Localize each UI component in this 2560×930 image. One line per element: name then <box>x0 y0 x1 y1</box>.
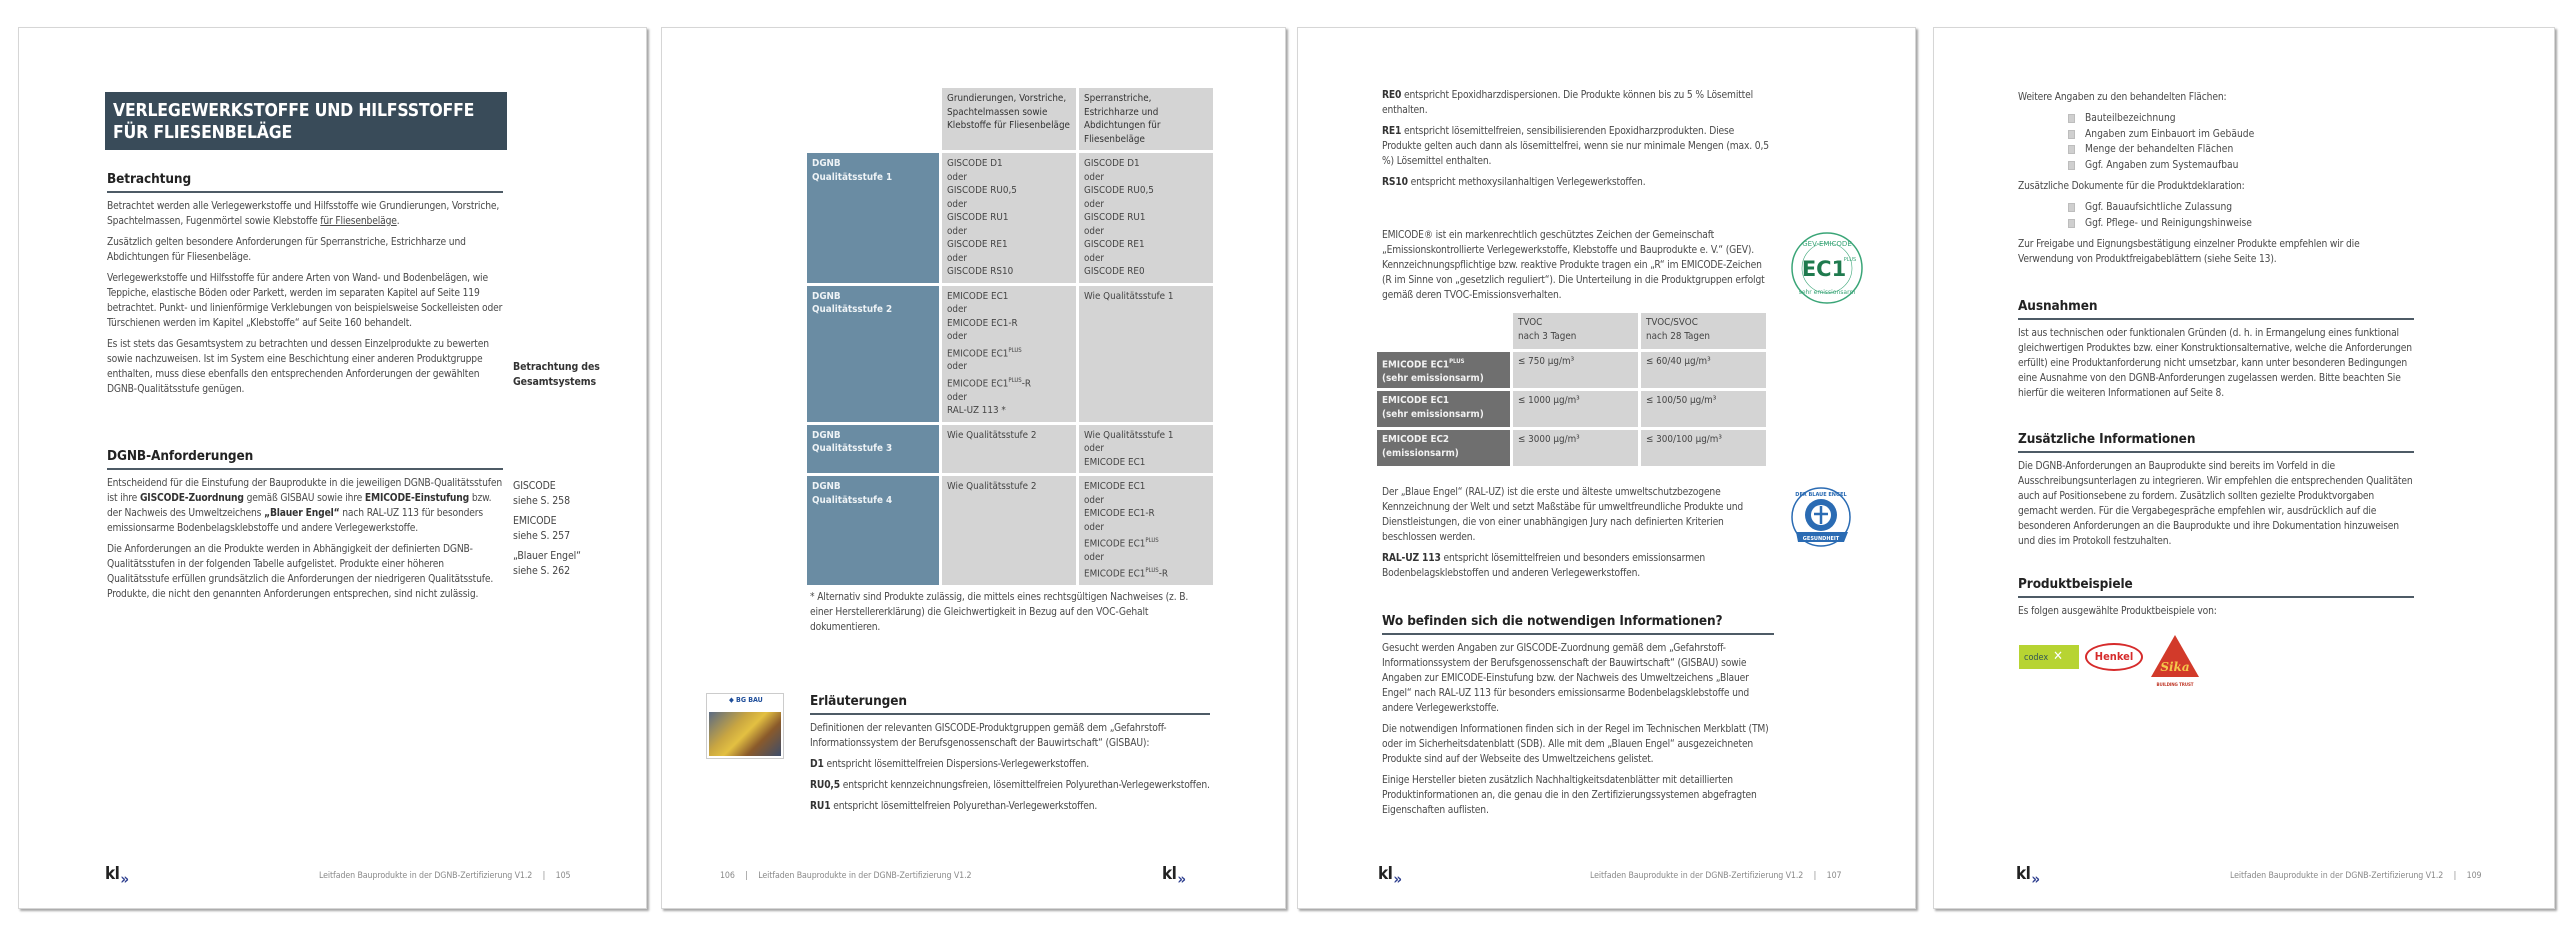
paragraph: Verlegewerkstoffe und Hilfsstoffe für andere Arten von Wand- und Bodenbelägen, wie Teppiche, elastische Böden oder Parkett, werden im separaten Kapitel auf Seite 119 betrachtet. Punkt- und linienförmige Verklebungen von beispielsweise Sockelleisten oder Türschienen werden im Kapitel „Klebstoffe“ auf Seite 160 behandelt. <box>107 273 503 329</box>
column-header <box>1513 313 1638 349</box>
cell-line <box>947 374 1071 391</box>
chapter-title-line-1: VERLEGEWERKSTOFFE UND HILFSSTOFFE <box>113 101 475 121</box>
header-line: TVOC/SVOC <box>1646 317 1698 328</box>
table-row <box>1377 391 1766 427</box>
henkel-logo[interactable] <box>2085 643 2143 671</box>
definition <box>810 757 1210 772</box>
document-page-106 <box>661 27 1286 909</box>
text: bzw. der Nachweis des Umweltzeichens <box>107 493 492 519</box>
emicode-seal-graphic <box>1790 231 1864 305</box>
table-cell: ≤ 750 µg/m³ <box>1513 352 1638 388</box>
codex-logo[interactable] <box>2019 645 2079 669</box>
x-mark-icon: ✕ <box>2053 649 2063 664</box>
section-betrachtung <box>107 171 503 403</box>
section-heading: DGNB-Anforderungen <box>107 448 503 470</box>
paragraph: Die DGNB-Anforderungen an Bauprodukte sind bereits im Vorfeld in die Ausschreibungsunterlagen zu integrieren. Wir empfehlen die entsprechenden Qualitäten auch auf Positionsebene zu fordern. Zusätzlich sollten gezielte Produktvorgaben gemacht werden. Für die Vergabegespräche empfehlen wir, ausdrücklich auf die besonderen Anforderungen an die Bauprodukte und ihre Dokumentation hinzuweisen und dies im Protokoll festzuhalten. <box>2018 461 2413 547</box>
superscript: PLUS <box>1008 346 1022 354</box>
section-heading: Zusätzliche Informationen <box>2018 431 2414 453</box>
table-cell: ≤ 3000 µg/m³ <box>1513 430 1638 466</box>
cell-line <box>1084 534 1208 551</box>
blauer-engel-seal-graphic <box>1790 486 1852 548</box>
superscript: PLUS <box>1008 376 1022 384</box>
cell-line: GISCODE RS10 <box>947 266 1014 277</box>
text: . <box>396 216 400 227</box>
footer-separator: | <box>2453 871 2457 881</box>
list-item-text: Ggf. Bauaufsichtliche Zulassung <box>2085 202 2233 213</box>
henkel-logo-text: Henkel <box>2094 650 2134 663</box>
cell-line: GISCODE RU1 <box>1084 212 1146 223</box>
document-page-109 <box>1933 27 2555 909</box>
reference-blauer-engel[interactable] <box>513 549 581 579</box>
row-header-line: Qualitätsstufe 3 <box>812 443 893 455</box>
text: entspricht lösemittelfreien Polyurethan-Verlegewerkstoffen. <box>830 801 1098 812</box>
row-header <box>807 476 939 585</box>
reference-title: GISCODE <box>513 480 556 492</box>
footer-separator: | <box>542 871 546 881</box>
table-cell: ≤ 1000 µg/m³ <box>1513 391 1638 427</box>
reference-page: siehe S. 262 <box>513 565 570 577</box>
cell-line: GISCODE RE0 <box>1084 266 1145 277</box>
cell-line: GISCODE RU0,5 <box>1084 185 1154 196</box>
list-item-text: Bauteilbezeichnung <box>2085 113 2176 124</box>
page-footer <box>2230 871 2481 881</box>
row-header <box>1377 352 1510 388</box>
chapter-title-line-2: FÜR FLIESENBELÄGE <box>113 123 293 143</box>
footer-title: Leitfaden Bauprodukte in der DGNB-Zertifizierung V1.2 <box>1590 871 1804 881</box>
sika-logo[interactable] <box>2149 633 2201 693</box>
cell-line: oder <box>1084 443 1105 455</box>
cell-line: GISCODE D1 <box>947 158 1003 169</box>
document-page-107 <box>1297 27 1916 909</box>
table-row <box>807 286 1213 422</box>
row-header-line: EMICODE EC2 <box>1382 434 1450 446</box>
header-line: TVOC <box>1518 317 1543 328</box>
text: EMICODE EC1 <box>947 378 1009 390</box>
seal-plus-text: PLUS <box>1843 257 1857 263</box>
sika-triangle-graphic <box>2149 633 2201 679</box>
cell-line: oder <box>947 171 968 183</box>
text: entspricht methoxysilanhaltigen Verlegewerkstoffen. <box>1407 177 1646 188</box>
bgbau-brochure-image <box>706 693 784 759</box>
cell-line: GISCODE RU0,5 <box>947 185 1017 196</box>
text: EMICODE EC1 <box>1084 568 1146 580</box>
paragraph: Zur Freigabe und Eignungsbestätigung einzelner Produkte empfehlen wir die Verwendung von Produktfreigabeblättern (siehe Seite 13). <box>2018 239 2360 265</box>
emicode-table <box>1374 310 1769 469</box>
paragraph: Zusätzlich gelten besondere Anforderungen für Sperranstriche, Estrichharze und Abdichtungen für Fliesenbeläge. <box>107 237 466 263</box>
margin-note-line: Gesamtsystems <box>513 376 597 388</box>
cell-line: Wie Qualitätsstufe 1 <box>1084 429 1174 441</box>
section-heading: Ausnahmen <box>2018 298 2414 320</box>
hazard-signs-illustration <box>709 712 781 756</box>
logo-text: kl <box>1162 864 1177 884</box>
emicode-ec1-plus-seal <box>1790 231 1864 305</box>
cell-line: Wie Qualitätsstufe 1 <box>1084 290 1174 302</box>
paragraph: Es ist stets das Gesamtsystem zu betrachten und dessen Einzelprodukte zu bewerten sowie nachzuweisen. Ist im System eine Beschichtung einer anderen Produktgruppe enthalten, muss diese ebenfalls den entsprechenden Anforderungen der gewählten DGNB-Qualitätsstufe genügen. <box>107 339 489 395</box>
cell-line: oder <box>1084 171 1105 183</box>
list-item <box>2068 111 2414 127</box>
paragraph: Einige Hersteller bieten zusätzlich Nachhaltigkeitsdatenblätter mit detaillierten Produktinformationen an, die genau die in den Zertifizierungssystemen abgefragten Eigenschaften auflisten. <box>1382 775 1757 816</box>
cell-line: oder <box>947 304 968 315</box>
kl-logo <box>105 864 129 888</box>
code-term: RE1 <box>1382 126 1402 137</box>
seal-center-text: EC1 <box>1801 257 1847 281</box>
bullet-list-dokumente <box>2018 200 2414 231</box>
table-cell: ≤ 300/100 µg/m³ <box>1641 430 1766 466</box>
table-cell <box>942 476 1076 585</box>
table-cell: ≤ 100/50 µg/m³ <box>1641 391 1766 427</box>
cell-line: GISCODE D1 <box>1084 158 1140 169</box>
table-cell <box>942 286 1076 422</box>
section-heading: Erläuterungen <box>810 693 1210 715</box>
sika-logo-text: Sika <box>2160 660 2190 674</box>
cell-line: EMICODE EC1-R <box>1084 508 1155 520</box>
text: -R <box>1021 378 1032 390</box>
declaration-lists <box>2018 90 2414 273</box>
table-cell <box>1079 286 1213 422</box>
table-cell <box>942 153 1076 283</box>
footer-separator: | <box>1813 871 1817 881</box>
section-ausnahmen <box>2018 298 2414 407</box>
footer-title: Leitfaden Bauprodukte in der DGNB-Zertifizierung V1.2 <box>2230 871 2444 881</box>
text: entspricht lösemittelfreien, sensibilisierenden Epoxidharzprodukten. Diese Produkte gelten auch dann als lösemittelfrei, wenn sie nur minimale Mengen (max. 0,5 %) Lösemittel enthalten. <box>1382 126 1769 167</box>
cell-line: GISCODE RU1 <box>947 212 1009 223</box>
margin-references <box>513 479 581 579</box>
footer-separator: | <box>745 871 748 881</box>
page-footer <box>319 871 570 881</box>
reference-emicode[interactable] <box>513 514 581 544</box>
row-header-line: (emissionsarm) <box>1382 447 1459 459</box>
cell-line: oder <box>947 361 968 373</box>
section-produktbeispiele <box>2018 576 2414 625</box>
emicode-table-wrap <box>1374 310 1769 469</box>
paragraph: Die Anforderungen an die Produkte werden in Abhängigkeit der definierten DGNB-Qualitätsstufen in der folgenden Tabelle aufgelistet. Produkte einer höheren Qualitätsstufe erfüllen grundsätzlich die Anforderungen der niedrigeren Qualitätsstufe. Produkte, die nicht den genannten Anforderungen entsprechen, sind nicht zulässig. <box>107 544 494 600</box>
chevron-right-icon: » <box>1177 870 1186 888</box>
section-zusaetzliche-informationen <box>2018 431 2414 555</box>
page-number: 105 <box>555 871 571 881</box>
paragraph: Der „Blaue Engel“ (RAL-UZ) ist die erste und älteste umweltschutzbezogene Kennzeichnung der Welt und setzt Maßstäbe für umweltfreundliche Produkte und Dienstleistungen, die von einer unabhängigen Jury nach definierten Kriterien beschlossen werden. <box>1382 487 1744 543</box>
section-heading: Wo befinden sich die notwendigen Informationen? <box>1382 613 1774 635</box>
chapter-title <box>105 92 507 150</box>
seal-top-text: GEV-EMICODE <box>1802 240 1852 248</box>
list-item <box>2068 200 2414 216</box>
cell-line: oder <box>947 252 968 264</box>
cell-line: oder <box>1084 551 1105 563</box>
list-item-text: Menge der behandelten Flächen <box>2085 144 2234 155</box>
row-header <box>807 425 939 474</box>
page-footer <box>720 871 971 881</box>
bullet-list-flaechen <box>2018 111 2414 173</box>
table-header-row <box>1377 313 1766 349</box>
cell-line: GISCODE RE1 <box>947 239 1008 250</box>
row-header-line: Qualitätsstufe 1 <box>812 171 893 183</box>
document-bullet-icon <box>2068 130 2075 139</box>
row-header <box>1377 430 1510 466</box>
footer-title: Leitfaden Bauprodukte in der DGNB-Zertifizierung V1.2 <box>758 871 972 881</box>
table-cell <box>1079 425 1213 474</box>
text: nach RAL-UZ 113 für besonders emissionsarme Bodenbelagsklebstoffe und andere Verlegewerkstoffe. <box>107 508 484 534</box>
table-corner <box>1377 313 1510 349</box>
text: gemäß GISBAU sowie ihre <box>243 493 365 504</box>
cell-line <box>947 344 1071 361</box>
list-item <box>2068 142 2414 158</box>
row-header-line: DGNB <box>812 481 841 493</box>
text: EMICODE EC1 <box>947 347 1009 359</box>
paragraph: Die notwendigen Informationen finden sich in der Regel im Technischen Merkblatt (TM) oder im Sicherheitsdatenblatt (SDB). Alle mit dem „Blauen Engel“ ausgezeichneten Produkte sind auf der Webseite des Umweltzeichens gelistet. <box>1382 724 1769 765</box>
logo-text: kl <box>1378 864 1393 884</box>
kl-logo <box>1162 864 1186 888</box>
cell-line: oder <box>947 225 968 237</box>
document-bullet-icon <box>2068 145 2075 154</box>
codex-logo-text: codex <box>2024 653 2049 663</box>
paragraph: Zusätzliche Dokumente für die Produktdeklaration: <box>2018 181 2245 192</box>
kl-logo <box>1378 864 1402 888</box>
seal-top-text: DER BLAUE ENGEL <box>1795 492 1847 498</box>
code-term: D1 <box>810 759 824 770</box>
text: Entscheidend für die Einstufung der Bauprodukte in die jeweiligen DGNB-Qualitätsstufen ist ihre <box>107 478 503 504</box>
giscode-definitions-continued <box>1382 88 1774 196</box>
cell-line: RAL-UZ 113 * <box>947 405 1006 417</box>
emicode-description: EMICODE® ist ein markenrechtlich geschütztes Zeichen der Gemeinschaft „Emissionskontrollierte Verlegewerkstoffe, Klebstoffe und Bauprodukte e. V.“ (GEV). Kennzeichnungspflichtige bzw. reaktive Produkte tragen ein „R“ im EMICODE-Zeichen (R im Sinne von „gesetzlich reguliert“). Die Unterteilung in die Produktgruppen erfolgt gemäß deren TVOC-Emissionsverhalten. <box>1382 230 1765 301</box>
superscript: PLUS <box>1145 537 1159 545</box>
code-term: RU0,5 <box>810 780 840 791</box>
seal-bottom-text: sehr emissionsarm <box>1798 289 1856 296</box>
row-header <box>807 153 939 283</box>
cell-line: oder <box>1084 225 1105 237</box>
row-header-line: (sehr emissionsarm) <box>1382 408 1484 420</box>
cell-line: oder <box>1084 494 1105 506</box>
document-bullet-icon <box>2068 161 2075 170</box>
kl-logo <box>2016 864 2040 888</box>
row-header-line: Qualitätsstufe 4 <box>812 494 893 506</box>
chevron-right-icon: » <box>120 870 129 888</box>
quality-level-table <box>804 85 1216 588</box>
cell-line: Wie Qualitätsstufe 2 <box>947 429 1037 441</box>
cell-line: EMICODE EC1 <box>1084 481 1146 493</box>
quality-level-table-wrap <box>804 85 1216 588</box>
paragraph: Ist aus technischen oder funktionalen Gründen (d. h. in Ermangelung eines funktional gleichwertigen Produktes bzw. einer Konstruktionsalternative, welche die Anforderungen erfüllt) eine Produktanforderung nicht umsetzbar, kann unter besonderen Bedingungen eine Ausnahme von den DGNB-Anforderungen zugelassen werden. Bitte beachten Sie hierfür die weiteren Informationen auf Seite 8. <box>2018 328 2412 399</box>
paragraph: Es folgen ausgewählte Produktbeispiele von: <box>2018 606 2217 617</box>
paragraph <box>1382 551 1774 581</box>
document-bullet-icon <box>2068 114 2075 123</box>
cell-line: oder <box>1084 521 1105 533</box>
reference-title: „Blauer Engel“ <box>513 550 581 562</box>
link-fliesenbelaege[interactable]: für Fliesenbeläge <box>320 216 397 227</box>
cell-line: oder <box>1084 252 1105 264</box>
chevron-right-icon: » <box>1393 870 1402 888</box>
code-term: RAL-UZ 113 <box>1382 553 1441 564</box>
cell-line <box>1084 564 1208 581</box>
text: EMICODE EC1 <box>1382 359 1450 371</box>
bgbau-logo-icon: ◆ <box>729 696 737 704</box>
definition <box>1382 124 1774 169</box>
text: EMICODE EC1 <box>1084 538 1146 550</box>
list-item-text: Ggf. Angaben zum Systemaufbau <box>2085 159 2239 171</box>
section-dgnb-anforderungen <box>107 448 503 608</box>
superscript: PLUS <box>1145 567 1159 575</box>
cell-line: EMICODE EC1 <box>947 290 1009 302</box>
section-informationen <box>1382 613 1774 824</box>
row-header-line: DGNB <box>812 429 841 441</box>
column-header: Grundierungen, Vorstriche, Spachtelmassen sowie Klebstoffe für Fliesenbeläge <box>942 88 1076 150</box>
reference-title: EMICODE <box>513 515 557 527</box>
document-bullet-icon <box>2068 219 2075 228</box>
table-cell <box>942 425 1076 474</box>
header-line: nach 28 Tagen <box>1646 330 1710 342</box>
cell-line: oder <box>947 331 968 342</box>
list-item-text: Angaben zum Einbauort im Gebäude <box>2085 128 2255 140</box>
definition <box>810 799 1210 814</box>
row-header <box>807 286 939 422</box>
table-footnote: * Alternativ sind Produkte zulässig, die mittels eines rechtsgültigen Nachweises (z. B. einer Herstellererklärung) die Gleichwertigkeit in Bezug auf den VOC-Gehalt dokumentieren. <box>810 592 1189 633</box>
table-header-row <box>807 88 1213 150</box>
table-corner <box>807 88 939 150</box>
page-number: 107 <box>1826 871 1842 881</box>
row-header-line: DGNB <box>812 290 841 302</box>
logo-text: kl <box>2016 864 2031 884</box>
row-header-line: Qualitätsstufe 2 <box>812 304 893 315</box>
text: entspricht Epoxidharzdispersionen. Die Produkte können bis zu 5 % Lösemittel enthalten. <box>1382 90 1753 116</box>
text: entspricht lösemittelfreien und besonders emissionsarmen Bodenbelagsklebstoffen und anderen Verlegewerkstoffen. <box>1382 553 1706 579</box>
table-row <box>807 476 1213 585</box>
header-line: nach 3 Tagen <box>1518 330 1577 342</box>
document-page-105 <box>18 27 647 909</box>
cell-line: oder <box>947 391 968 403</box>
logo-text: kl <box>105 864 120 884</box>
definition <box>1382 175 1774 190</box>
table-cell <box>1079 476 1213 585</box>
code-term: RU1 <box>810 801 831 812</box>
blauer-engel-section <box>1382 485 1774 587</box>
superscript: PLUS <box>1449 358 1465 365</box>
column-header <box>1641 313 1766 349</box>
chevron-right-icon: » <box>2031 870 2040 888</box>
code-term: RE0 <box>1382 90 1402 101</box>
section-heading: Produktbeispiele <box>2018 576 2414 598</box>
page-number: 109 <box>2466 871 2482 881</box>
table-row <box>1377 352 1766 388</box>
code-term: RS10 <box>1382 177 1408 188</box>
cell-line: oder <box>947 198 968 210</box>
paragraph: Weitere Angaben zu den behandelten Flächen: <box>2018 92 2227 103</box>
sika-tagline: BUILDING TRUST <box>2156 683 2194 688</box>
table-row <box>807 153 1213 283</box>
cell-line: oder <box>1084 198 1105 210</box>
document-bullet-icon <box>2068 203 2075 212</box>
column-header: Sperranstriche, Estrichharze und Abdichtungen für Fliesenbeläge <box>1079 88 1213 150</box>
paragraph: Gesucht werden Angaben zur GISCODE-Zuordnung gemäß dem „Gefahrstoff-Informationssystem der Berufsgenossenschaft der Bauwirtschaft“ (GISBAU) sowie Angaben zur EMICODE-Einstufung bzw. der Nachweis des Umweltzeichens „Blauer Engel“ nach RAL-UZ 113 für besonders emissionsarme Bodenbelagsklebstoffe und andere Verlegewerkstoffe. <box>1382 643 1750 714</box>
reference-giscode[interactable] <box>513 479 581 509</box>
bgbau-logo <box>707 694 783 704</box>
cell-line: Wie Qualitätsstufe 2 <box>947 481 1037 493</box>
list-item <box>2068 127 2414 143</box>
reference-page: siehe S. 258 <box>513 495 570 507</box>
definition <box>1382 88 1774 118</box>
table-cell <box>1079 153 1213 283</box>
row-header-line: EMICODE EC1 <box>1382 395 1450 407</box>
list-item <box>2068 216 2414 232</box>
cell-line: EMICODE EC1-R <box>947 317 1018 329</box>
bold-term: „Blauer Engel“ <box>264 508 340 519</box>
row-header <box>1377 391 1510 427</box>
table-row <box>807 425 1213 474</box>
table-row <box>1377 430 1766 466</box>
list-item-text: Ggf. Pflege- und Reinigungshinweise <box>2085 217 2252 229</box>
page-footer <box>1590 871 1841 881</box>
margin-note-line: Betrachtung des <box>513 361 600 373</box>
row-header-line: (sehr emissionsarm) <box>1382 372 1484 384</box>
section-heading: Betrachtung <box>107 171 503 193</box>
text: entspricht kennzeichnungsfreien, lösemittelfreien Polyurethan-Verlegewerkstoffen. <box>840 780 1210 791</box>
list-item <box>2068 158 2414 174</box>
blauer-engel-seal <box>1790 486 1852 548</box>
definition <box>810 778 1210 793</box>
text: entspricht lösemittelfreien Dispersions-Verlegewerkstoffen. <box>823 759 1089 770</box>
text: Betrachtet werden alle Verlegewerkstoffe und Hilfsstoffe wie Grundierungen, Vorstriche, Spachtelmassen, Fugenmörtel sowie Klebstoffe <box>107 201 500 227</box>
paragraph: Definitionen der relevanten GISCODE-Produktgruppen gemäß dem „Gefahrstoff-Informationssystem der Berufsgenossenschaft der Bauwirtschaft“ (GISBAU): <box>810 723 1167 749</box>
cell-line: EMICODE EC1 <box>1084 456 1146 468</box>
footer-title: Leitfaden Bauprodukte in der DGNB-Zertifizierung V1.2 <box>319 871 533 881</box>
row-header-line <box>1382 355 1505 372</box>
table-cell: ≤ 60/40 µg/m³ <box>1641 352 1766 388</box>
bold-term: GISCODE-Zuordnung <box>139 493 244 504</box>
margin-note-gesamtsystem <box>513 360 600 390</box>
bgbau-logo-text: BG BAU <box>736 696 763 704</box>
reference-page: siehe S. 257 <box>513 530 570 542</box>
section-erlaeuterungen <box>810 693 1210 820</box>
page-number: 106 <box>720 871 735 881</box>
paragraph <box>107 199 503 229</box>
cell-line: GISCODE RE1 <box>1084 239 1145 250</box>
row-header-line: DGNB <box>812 158 841 169</box>
paragraph <box>107 476 503 536</box>
bold-term: EMICODE-Einstufung <box>364 493 470 504</box>
seal-bottom-text: GESUNDHEIT <box>1802 536 1840 542</box>
text: -R <box>1158 568 1169 580</box>
